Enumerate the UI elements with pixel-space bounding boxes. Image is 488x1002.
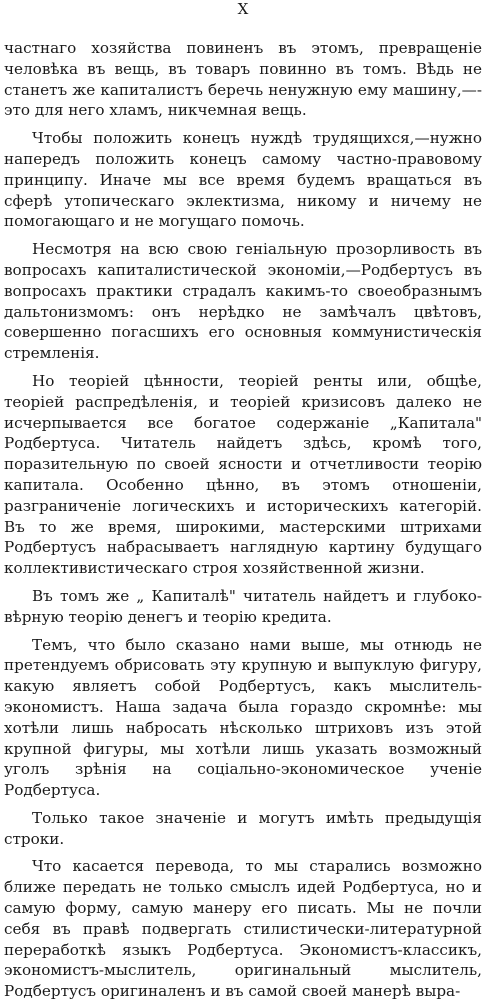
paragraph-7: Только такое значеніе и могутъ имѣть предыдущія строки.	[4, 808, 482, 848]
paragraph-8: Что касается перевода, то мы старались возможно ближе передать не только смыслъ идей Родбертуса, но и самую форму, самую манеру его писать. Мы не почли себя въ правѣ подвергать стилистически-литературной переработкѣ языкъ Родбертуса. Экономистъ-классикъ, экономистъ-мыслитель, оригинальный мыслитель, Родбертусъ оригиналенъ и въ самой своей манерѣ выра-	[4, 857, 482, 1001]
paragraph-6: Темъ, что было сказано нами выше, мы отнюдь не претендуемъ обрисовать эту крупную и выпуклую фигуру, какую являетъ собой Родбертусъ, какъ мыслитель-экономистъ. Наша задача была гораздо скромнѣе: мы хотѣли лишь набросать нѣсколько штриховъ изъ этой крупной фигуры, мы хотѣли лишь указать возможный уголъ зрѣнія на соціально-экономическое ученіе Родбертуса.	[4, 635, 482, 800]
paragraph-2: Чтобы положить конецъ нуждѣ трудящихся,—нужно напередъ положить конецъ самому частно-правовому принципу. Иначе мы все время будемъ вращаться въ сферѣ утопическаго эклектизма, никому и ничему не помогающаго и не могущаго помочь.	[4, 129, 482, 231]
paragraph-4: Но теоріей цѣнности, теоріей ренты или, общѣе, теоріей распредѣленія, и теоріей кризисовъ далеко не исчерпывается все богатое содержаніе „Капитала" Родбертуса. Читатель найдетъ здѣсь, кромѣ того, поразительную по своей ясности и отчетливости теорію капитала. Особенно цѣнно, въ этомъ отношеніи, разграниченіе логическихъ и историческихъ категорій. Въ то же время, широкими, мастерскими штрихами Родбертусъ набрасываетъ наглядную картину будущаго коллективистическаго строя хозяйственной жизни.	[4, 371, 482, 578]
paragraph-5: Въ томъ же „ Капиталѣ" читатель найдетъ и глубоко-вѣрную теорію денегъ и теорію кредита.	[4, 586, 482, 626]
paragraph-3: Несмотря на всю свою геніальную прозорливость въ вопросахъ капиталистической экономіи,—Родбертусъ въ вопросахъ практики страдалъ какимъ-то своеобразнымъ дальтонизмомъ: онъ нерѣдко не замѣчалъ цвѣтовъ, совершенно погасшихъ его основныя коммунистическія стремленія.	[4, 240, 482, 363]
document-body	[4, 38, 482, 1002]
page-number: X	[237, 0, 249, 18]
paragraph-1: частнаго хозяйства повиненъ въ этомъ, превращеніе человѣка въ вещь, въ товаръ повинно въ томъ. Вѣдь не станетъ же капиталистъ беречь ненужную ему машину,—-это для него хламъ, никчемная вещь.	[4, 39, 482, 120]
